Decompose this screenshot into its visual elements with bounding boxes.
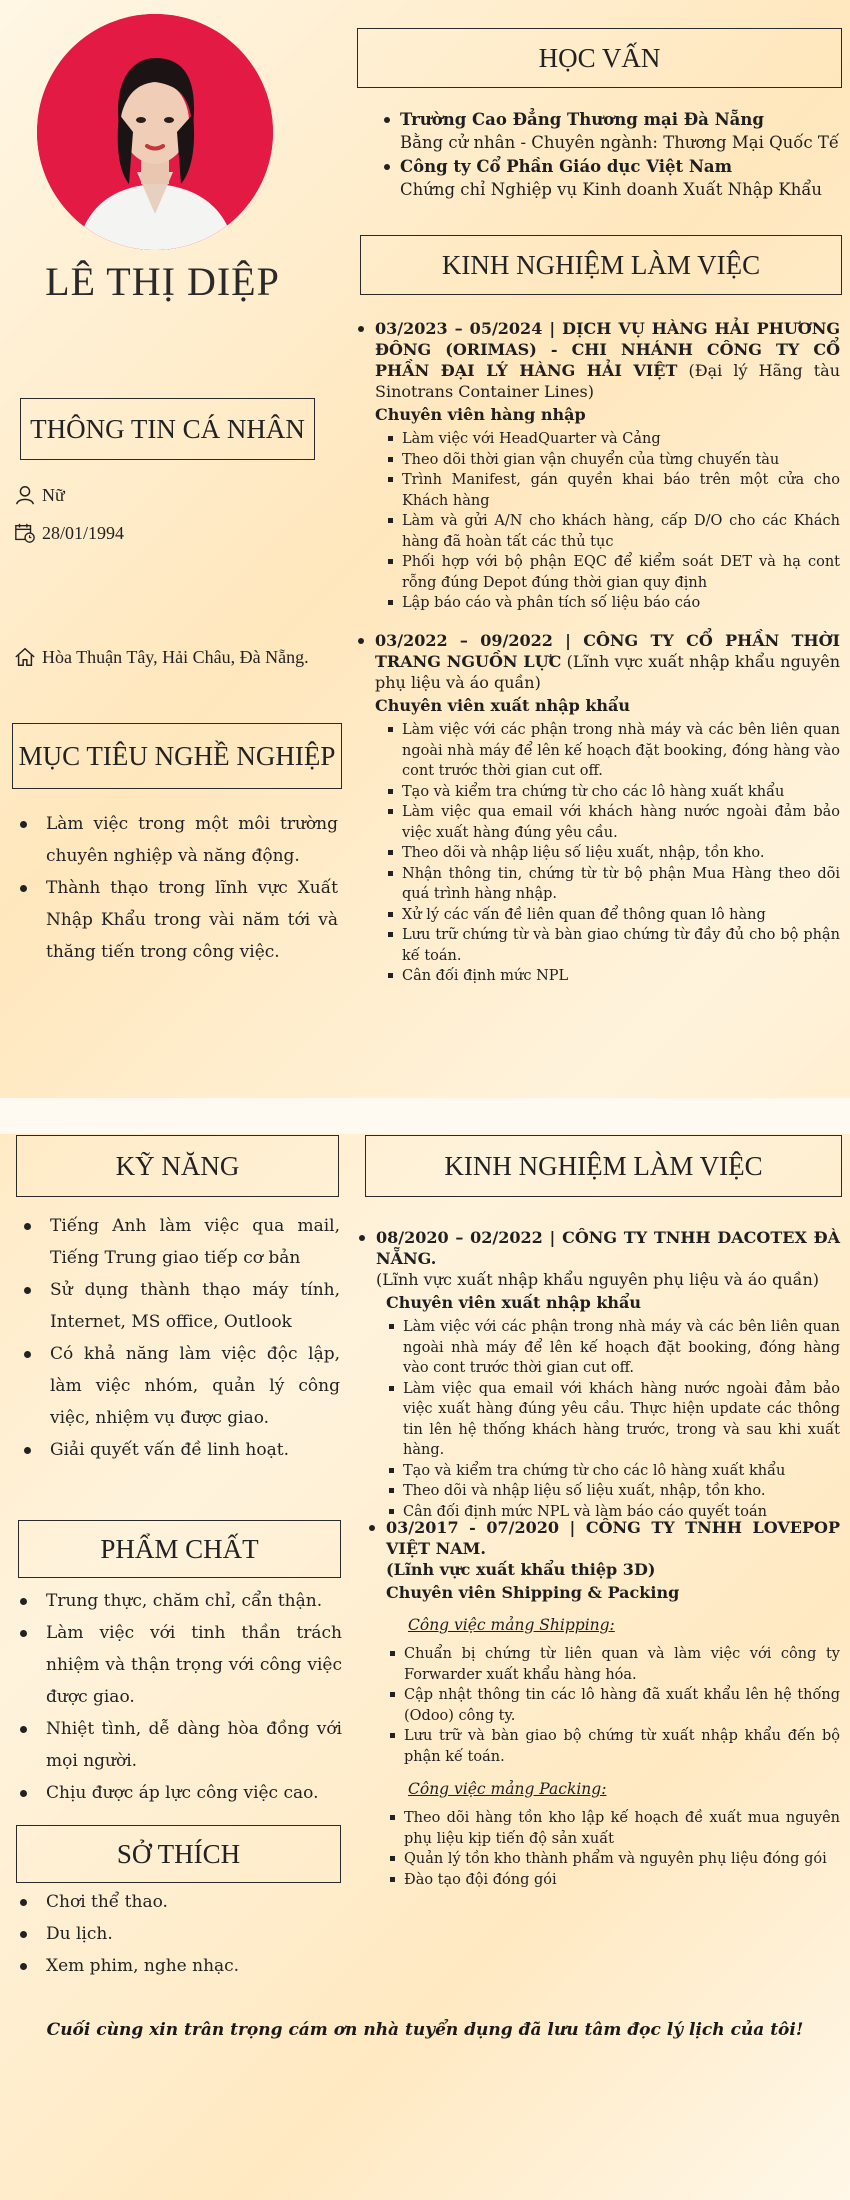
list-item: Cập nhật thông tin các lô hàng đã xuất khẩu lên hệ thống (Odoo) công ty. xyxy=(404,1685,840,1726)
list-item: Cân đối định mức NPL xyxy=(402,966,840,987)
list-item: Đào tạo đội đóng gói xyxy=(404,1870,840,1891)
list-item: Nhận thông tin, chứng từ từ bộ phận Mua Hàng theo dõi quá trình hàng nhập. xyxy=(402,864,840,905)
experience-title-2: KINH NGHIỆM LÀM VIỆC xyxy=(365,1135,842,1197)
job-note: (Lĩnh vực xuất khẩu thiệp 3D) xyxy=(386,1560,656,1579)
school-detail: Chứng chỉ Nghiệp vụ Kinh doanh Xuất Nhập Khẩu xyxy=(400,180,823,199)
list-item: Thành thạo trong lĩnh vực Xuất Nhập Khẩu trong vài năm tới và thăng tiến trong công việc. xyxy=(12,872,338,968)
address-value: Hòa Thuận Tây, Hải Châu, Đà Nẵng. xyxy=(42,646,309,667)
list-item: Trung thực, chăm chỉ, cẩn thận. xyxy=(12,1585,342,1617)
job-tasks xyxy=(404,1808,840,1890)
dob-row xyxy=(14,522,124,544)
school-detail: Bằng cử nhân - Chuyên ngành: Thương Mại Quốc Tế xyxy=(400,133,839,152)
list-item: Quản lý tồn kho thành phẩm và nguyên phụ liệu đóng gói xyxy=(404,1849,840,1870)
career-goal-list xyxy=(12,808,338,968)
list-item: Làm việc qua email với khách hàng nước ngoài đảm bảo việc xuất hàng đúng yêu cầu. xyxy=(402,802,840,843)
gender-row xyxy=(14,484,65,506)
career-goal-title: MỤC TIÊU NGHỀ NGHIỆP xyxy=(12,723,342,789)
job-entry xyxy=(376,1227,840,1522)
list-item: Theo dõi thời gian vận chuyển của từng chuyến tàu xyxy=(402,450,840,471)
gender-value: Nữ xyxy=(42,484,65,505)
dob-value: 28/01/1994 xyxy=(42,522,125,543)
qualities-list xyxy=(12,1585,342,1809)
education-title: HỌC VẤN xyxy=(357,28,842,88)
job-title: 03/2023 – 05/2024 | DỊCH VỤ HÀNG HẢI PHƯƠNG ĐÔNG (ORIMAS) - CHI NHÁNH CÔNG TY CỔ PHẦN ĐẠI LÝ HÀNG HẢI VIỆT xyxy=(375,319,840,380)
list-item: Theo dõi và nhập liệu số liệu xuất, nhập, tồn kho. xyxy=(402,843,840,864)
school-name: Công ty Cổ Phần Giáo dục Việt Nam xyxy=(400,157,733,176)
calendar-clock-icon xyxy=(14,522,36,544)
list-item xyxy=(400,108,840,154)
list-item: Cân đối định mức NPL và làm báo cáo quyết toán xyxy=(403,1502,840,1523)
home-icon xyxy=(14,646,36,668)
list-item: Sử dụng thành thạo máy tính, Internet, MS office, Outlook xyxy=(16,1274,340,1338)
list-item: Làm và gửi A/N cho khách hàng, cấp D/O cho các Khách hàng đã hoàn tất các thủ tục xyxy=(402,511,840,552)
closing-thanks: Cuối cùng xin trân trọng cám ơn nhà tuyển dụng đã lưu tâm đọc lý lịch của tôi! xyxy=(46,2020,804,2040)
education-list xyxy=(400,108,840,202)
list-item: Tạo và kiểm tra chứng từ cho các lô hàng xuất khẩu xyxy=(402,782,840,803)
shipping-subheading: Công việc mảng Shipping: xyxy=(408,1616,615,1634)
candidate-name: LÊ THỊ DIỆP xyxy=(45,259,280,304)
job-role: Chuyên viên xuất nhập khẩu xyxy=(375,696,631,715)
list-item: Làm việc trong một môi trường chuyên nghiệp và năng động. xyxy=(12,808,338,872)
skills-title: KỸ NĂNG xyxy=(16,1135,339,1197)
job-tasks xyxy=(402,429,840,614)
list-item: Làm việc với các phận trong nhà máy và các bên liên quan ngoài nhà máy để lên kế hoạch đặt booking, đóng hàng vào cont trước thời gian cut off. xyxy=(403,1317,840,1379)
list-item: Phối hợp với bộ phận EQC để kiểm soát DET và hạ cont rỗng đúng Depot đúng thời gian quy định xyxy=(402,552,840,593)
list-item: Có khả năng làm việc độc lập, làm việc nhóm, quản lý công việc, nhiệm vụ được giao. xyxy=(16,1338,340,1434)
hobbies-title: SỞ THÍCH xyxy=(16,1825,341,1883)
list-item: Lưu trữ chứng từ và bàn giao chứng từ đầy đủ cho bộ phận kế toán. xyxy=(402,925,840,966)
job-tasks xyxy=(404,1644,840,1767)
list-item: Theo dõi hàng tồn kho lập kế hoạch đề xuất mua nguyên phụ liệu kịp tiến độ sản xuất xyxy=(404,1808,840,1849)
avatar xyxy=(37,14,273,250)
job-entry xyxy=(375,318,840,614)
packing-subheading: Công việc mảng Packing: xyxy=(408,1780,607,1798)
list-item: Chịu được áp lực công việc cao. xyxy=(12,1777,342,1809)
job-role: Chuyên viên xuất nhập khẩu xyxy=(386,1293,642,1312)
job-entry xyxy=(386,1517,840,1890)
job-header xyxy=(375,318,840,402)
experience-title: KINH NGHIỆM LÀM VIỆC xyxy=(360,235,842,295)
list-item: Theo dõi và nhập liệu số liệu xuất, nhập, tồn kho. xyxy=(403,1481,840,1502)
job-role: Chuyên viên Shipping & Packing xyxy=(386,1583,680,1602)
school-name: Trường Cao Đẳng Thương mại Đà Nẵng xyxy=(400,110,764,129)
job-header: 03/2017 - 07/2020 | CÔNG TY TNHH LOVEPOP VIỆT NAM. xyxy=(386,1518,840,1558)
address-row xyxy=(14,646,309,668)
job-title: 03/2022 – 09/2022 | CÔNG TY CỔ PHẦN THỜI TRANG NGUỒN LỰC xyxy=(375,631,840,671)
job-tasks xyxy=(402,720,840,987)
list-item: Giải quyết vấn đề linh hoạt. xyxy=(16,1434,340,1466)
list-item: Lập báo cáo và phân tích số liệu báo cáo xyxy=(402,593,840,614)
list-item: Xem phim, nghe nhạc. xyxy=(12,1950,342,1982)
list-item: Lưu trữ và bàn giao bộ chứng từ xuất nhập khẩu đến bộ phận kế toán. xyxy=(404,1726,840,1767)
page-separator xyxy=(0,1098,850,1134)
hobbies-list xyxy=(12,1886,342,1982)
list-item: Làm việc với HeadQuarter và Cảng xyxy=(402,429,840,450)
list-item xyxy=(400,155,840,201)
list-item: Tiếng Anh làm việc qua mail, Tiếng Trung giao tiếp cơ bản xyxy=(16,1210,340,1274)
job-note: (Đại lý Hãng tàu Sinotrans Container Lines) xyxy=(375,361,841,401)
list-item: Tạo và kiểm tra chứng từ cho các lô hàng xuất khẩu xyxy=(403,1461,840,1482)
list-item: Làm việc với tinh thần trách nhiệm và thận trọng với công việc được giao. xyxy=(12,1617,342,1713)
job-header xyxy=(375,630,840,693)
list-item: Làm việc qua email với khách hàng nước ngoài đảm bảo việc xuất hàng đúng yêu cầu. Thực hiện update các thông tin lên hệ thống khách hàng trước, trong và sau khi xuất hàng. xyxy=(403,1379,840,1461)
job-tasks xyxy=(403,1317,840,1522)
user-icon xyxy=(14,484,36,506)
list-item: Du lịch. xyxy=(12,1918,342,1950)
list-item: Làm việc với các phận trong nhà máy và các bên liên quan ngoài nhà máy để lên kế hoạch đặt booking, đóng hàng vào cont trước thời gian cut off. xyxy=(402,720,840,782)
portrait-photo xyxy=(37,14,273,250)
qualities-title: PHẨM CHẤT xyxy=(18,1520,341,1578)
job-note: (Lĩnh vực xuất nhập khẩu nguyên phụ liệu và áo quần) xyxy=(375,652,840,692)
list-item: Chơi thể thao. xyxy=(12,1886,342,1918)
list-item: Chuẩn bị chứng từ liên quan và làm việc với công ty Forwarder xuất khẩu hàng hóa. xyxy=(404,1644,840,1685)
job-note: (Lĩnh vực xuất nhập khẩu nguyên phụ liệu và áo quần) xyxy=(376,1270,819,1289)
list-item: Xử lý các vấn đề liên quan để thông quan lô hàng xyxy=(402,905,840,926)
job-role: Chuyên viên hàng nhập xyxy=(375,405,586,424)
list-item: Nhiệt tình, dễ dàng hòa đồng với mọi người. xyxy=(12,1713,342,1777)
personal-info-title: THÔNG TIN CÁ NHÂN xyxy=(20,398,315,460)
list-item: Trình Manifest, gán quyền khai báo trên một cửa cho Khách hàng xyxy=(402,470,840,511)
skills-list xyxy=(16,1210,340,1466)
job-header: 08/2020 – 02/2022 | CÔNG TY TNHH DACOTEX ĐÀ NẴNG. xyxy=(376,1228,840,1268)
job-entry xyxy=(375,630,840,987)
